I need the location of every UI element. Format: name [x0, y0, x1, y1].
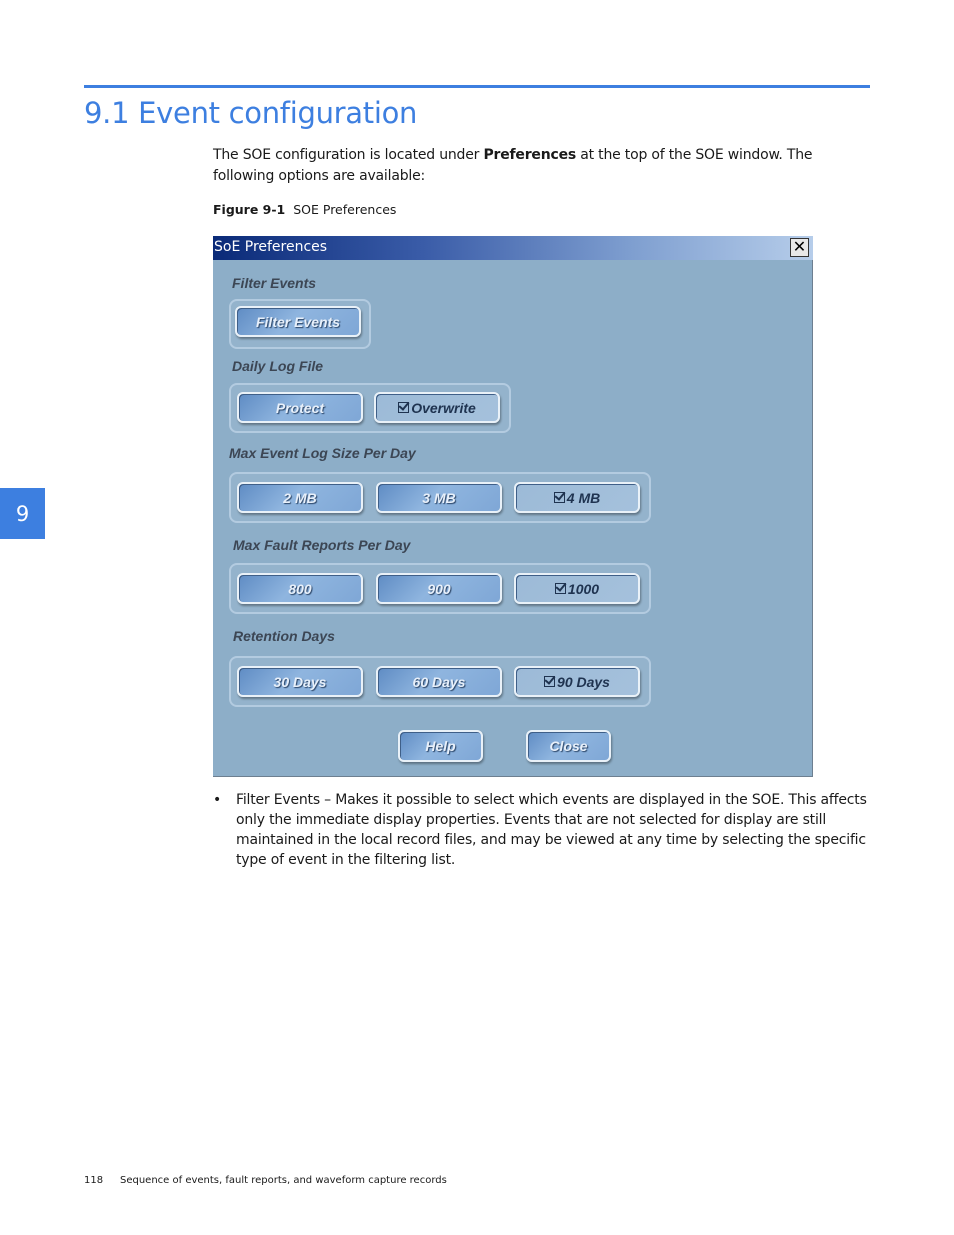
size-4mb-button[interactable] — [514, 482, 640, 513]
section-label-max-event-log-size: Max Event Log Size Per Day — [229, 445, 416, 461]
size-3mb-label: 3 MB — [422, 489, 456, 506]
section-label-filter-events: Filter Events — [232, 275, 317, 291]
help-button[interactable] — [398, 730, 483, 762]
intro-paragraph — [213, 145, 873, 187]
section-label-max-fault-reports: Max Fault Reports Per Day — [233, 537, 411, 553]
dialog-title: SoE Preferences — [214, 239, 328, 255]
overwrite-button[interactable] — [374, 392, 500, 423]
section-title: 9.1 Event configuration — [84, 96, 418, 130]
options-list — [213, 790, 873, 870]
page-number: 118 — [84, 1175, 104, 1186]
bullet-text: Filter Events – Makes it possible to select which events are displayed in the SOE. This affects only the immediate display properties. Events that are not selected for display are still maintained in the local record files, and may be viewed at any time by selecting the specific type of event in the filtering list. — [236, 792, 867, 868]
bullet-icon: • — [213, 792, 222, 808]
reports-1000-button[interactable] — [514, 573, 640, 604]
reports-800-label: 800 — [288, 580, 312, 597]
reports-800-button[interactable] — [237, 573, 363, 604]
section-label-retention-days: Retention Days — [233, 628, 335, 644]
figure-label: Figure 9-1 — [213, 202, 286, 217]
reports-900-button[interactable] — [376, 573, 502, 604]
reports-1000-label: 1000 — [567, 580, 600, 597]
filter-events-button[interactable] — [235, 306, 361, 337]
retention-60-label: 60 Days — [412, 673, 466, 690]
checkmark-icon — [544, 676, 555, 687]
list-item — [213, 790, 873, 870]
figure-caption — [213, 202, 396, 217]
help-button-label: Help — [425, 738, 456, 754]
size-4mb-label: 4 MB — [566, 489, 601, 506]
retention-30-label: 30 Days — [273, 673, 327, 690]
intro-text-after: at the top of the SOE window. The following options are available: — [213, 147, 813, 184]
size-2mb-button[interactable] — [237, 482, 363, 513]
retention-30-button[interactable] — [237, 666, 363, 697]
close-button-label: Close — [549, 738, 588, 754]
figure-title: SOE Preferences — [293, 202, 397, 217]
filter-events-button-label: Filter Events — [255, 313, 341, 330]
intro-bold: Preferences — [483, 147, 577, 163]
dialog-titlebar — [213, 236, 813, 260]
reports-900-label: 900 — [427, 580, 451, 597]
soe-preferences-dialog — [213, 236, 813, 777]
checkmark-icon — [554, 492, 565, 503]
close-button[interactable] — [526, 730, 611, 762]
protect-button-label: Protect — [275, 399, 325, 416]
checkmark-icon — [555, 583, 566, 594]
overwrite-button-label: Overwrite — [411, 399, 476, 416]
intro-text-before: The SOE configuration is located under — [213, 147, 484, 163]
checkmark-icon — [398, 402, 409, 413]
protect-button[interactable] — [237, 392, 363, 423]
retention-90-button[interactable] — [514, 666, 640, 697]
close-icon[interactable]: ✕ — [790, 238, 809, 257]
size-2mb-label: 2 MB — [283, 489, 317, 506]
chapter-tab: 9 — [0, 488, 45, 539]
size-3mb-button[interactable] — [376, 482, 502, 513]
retention-90-label: 90 Days — [557, 673, 610, 690]
footer-title: Sequence of events, fault reports, and waveform capture records — [120, 1175, 447, 1186]
section-label-daily-log-file: Daily Log File — [232, 358, 324, 374]
retention-60-button[interactable] — [376, 666, 502, 697]
section-rule — [84, 85, 870, 88]
